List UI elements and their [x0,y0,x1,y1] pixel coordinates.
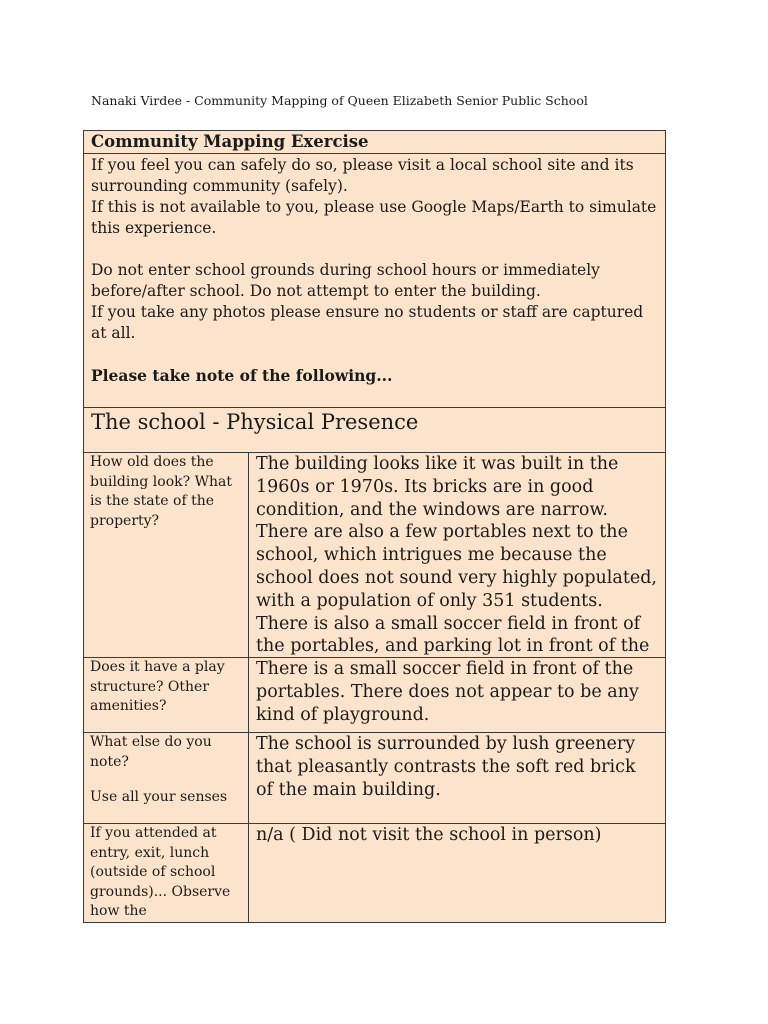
question-subtext: Use all your senses [90,789,228,805]
answer-cell: There is a small soccer field in front of the portables. There does not appear to be any kind of playground. [256,659,639,725]
section-title: The school - Physical Presence [84,408,665,453]
instruction-do-not-enter: Do not enter school grounds during school hours or immediately before/after school. Do not attempt to enter the building. [91,261,600,300]
table-row [84,733,665,824]
question-text: If you attended at entry, exit, lunch (outside of school grounds)... Observe how the [90,825,231,919]
question-cell [84,658,249,732]
question-text: How old does the building look? What is the state of the property? [90,454,232,529]
table-row [84,824,665,922]
answer-cell: The school is surrounded by lush greenery that pleasantly contrasts the soft red brick of the main building. [256,734,636,800]
instruction-photos: If you take any photos please ensure no students or staff are captured at all. [91,303,644,342]
table-row [84,453,665,658]
question-cell [84,453,249,657]
document-header: Nanaki Virdee - Community Mapping of Queen Elizabeth Senior Public School [91,93,588,108]
instruction-visit: If you feel you can safely do so, please visit a local school site and its surrounding community (safely). [91,156,634,195]
instructions-cell [84,154,665,408]
table-row [84,658,665,733]
instruction-take-note: Please take note of the following... [91,366,393,385]
question-cell [84,733,249,823]
instruction-google-maps: If this is not available to you, please use Google Maps/Earth to simulate this experience. [91,198,657,237]
question-text: What else do you note? [90,734,212,770]
table-title: Community Mapping Exercise [84,131,665,154]
community-mapping-table [83,130,666,923]
answer-cell: n/a ( Did not visit the school in person) [256,825,602,845]
question-text: Does it have a play structure? Other amenities? [90,659,225,714]
answer-cell: The building looks like it was built in the 1960s or 1970s. Its bricks are in good condition, and the windows are narrow. There are also a few portables next to the school, which intrigues me because the school does not sound very highly populated, with a population of only 351 students. There is also a small soccer field in front of the portables, and parking lot in front of the [256,454,657,657]
question-cell [84,824,249,922]
